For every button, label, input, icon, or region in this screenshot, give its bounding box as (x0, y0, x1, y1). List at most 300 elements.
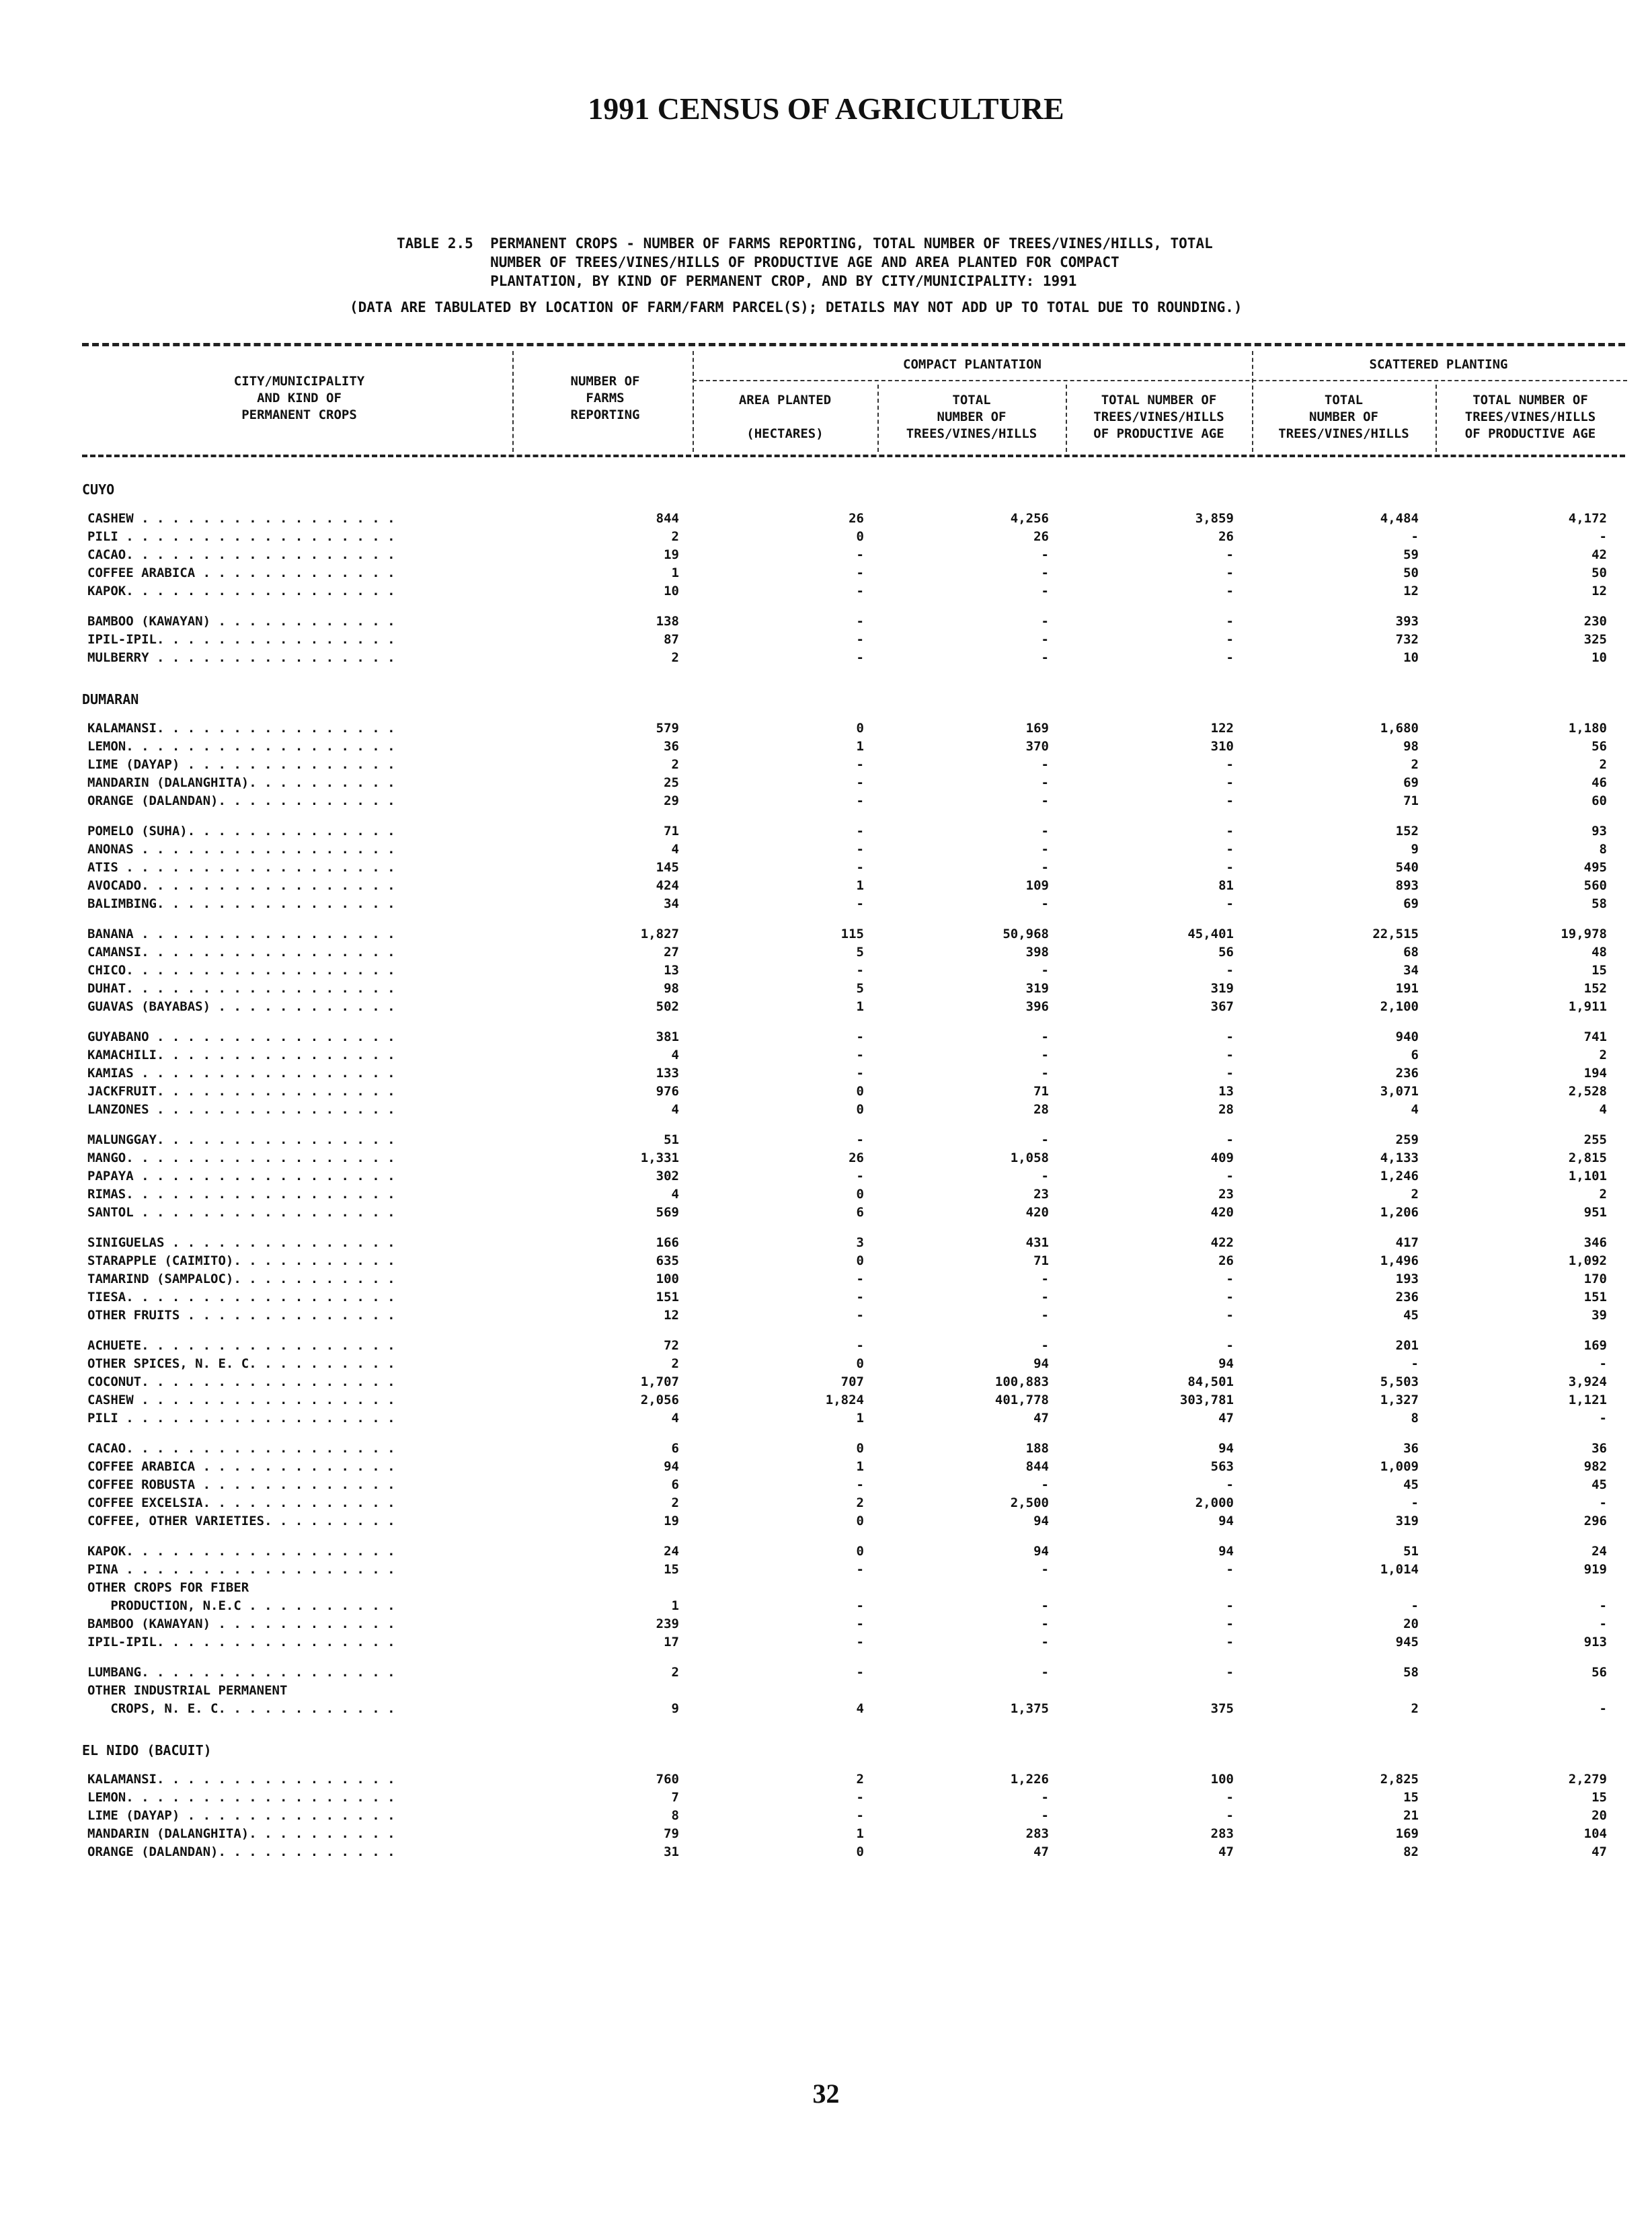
section-heading (0, 1731, 1652, 1772)
value-cell: 1,226 (1010, 1772, 1049, 1787)
value-cell: - (1041, 757, 1049, 772)
value-cell: 0 (856, 1084, 864, 1099)
value-cell: - (1041, 1338, 1049, 1353)
crop-label: PINA . . . . . . . . . . . . . . . . . . (87, 1562, 395, 1577)
value-cell: - (1041, 632, 1049, 647)
crop-label: KAPOK. . . . . . . . . . . . . . . . . . (87, 1544, 395, 1559)
table-row (0, 1844, 1652, 1863)
value-cell: 1,121 (1568, 1393, 1607, 1407)
value-cell: 401,778 (994, 1393, 1049, 1407)
value-cell: 424 (656, 878, 679, 893)
crop-label: COFFEE EXCELSIA. . . . . . . . . . . . . (87, 1495, 395, 1510)
crop-label: CACAO. . . . . . . . . . . . . . . . . . (87, 1441, 395, 1456)
value-cell: 1 (856, 739, 864, 754)
section-heading (0, 680, 1652, 721)
value-cell: 1,680 (1380, 721, 1419, 736)
value-cell: 560 (1583, 878, 1607, 893)
table-row (0, 927, 1652, 945)
value-cell: - (1226, 793, 1234, 808)
value-cell: 56 (1591, 739, 1607, 754)
crop-label: COFFEE ROBUSTA . . . . . . . . . . . . . (87, 1477, 395, 1492)
crop-label: IPIL-IPIL. . . . . . . . . . . . . . . . (87, 1635, 395, 1649)
value-cell: - (856, 1562, 864, 1577)
crop-label: RIMAS. . . . . . . . . . . . . . . . . . (87, 1187, 395, 1202)
value-cell: 94 (1218, 1514, 1234, 1528)
value-cell: - (856, 1635, 864, 1649)
value-cell: 6 (856, 1205, 864, 1220)
value-cell: 4,484 (1380, 511, 1419, 526)
value-cell: 236 (1395, 1066, 1419, 1081)
crop-label: MULBERRY . . . . . . . . . . . . . . . . (87, 650, 395, 665)
value-cell: 4 (1599, 1102, 1607, 1117)
table-row (0, 1048, 1652, 1066)
caption-line: PLANTATION, BY KIND OF PERMANENT CROP, AND BY CITY/MUNICIPALITY: 1991 (397, 273, 1077, 289)
value-cell: 940 (1395, 1029, 1419, 1044)
value-cell: - (1041, 1665, 1049, 1680)
value-cell: - (1411, 529, 1419, 544)
crop-label: BANANA . . . . . . . . . . . . . . . . . (87, 927, 395, 941)
value-cell: - (1041, 1132, 1049, 1147)
value-cell: 94 (1218, 1441, 1234, 1456)
value-cell: 59 (1403, 547, 1419, 562)
crop-label: ORANGE (DALANDAN). . . . . . . . . . . . (87, 793, 395, 808)
value-cell: 36 (1591, 1441, 1607, 1456)
crop-label: MANDARIN (DALANGHITA). . . . . . . . . . (87, 1826, 395, 1841)
value-cell: 15 (1591, 1790, 1607, 1805)
table-row (0, 1187, 1652, 1205)
value-cell: 0 (856, 1544, 864, 1559)
value-cell: - (1041, 896, 1049, 911)
value-cell: - (1041, 1308, 1049, 1323)
crop-label: MANGO. . . . . . . . . . . . . . . . . . (87, 1151, 395, 1165)
value-cell: - (1226, 775, 1234, 790)
table-caption (397, 234, 1213, 290)
compact-plantation-header: COMPACT PLANTATION (903, 357, 1041, 372)
crop-label: POMELO (SUHA). . . . . . . . . . . . . . (87, 824, 395, 839)
crop-label: KAMACHILI. . . . . . . . . . . . . . . . (87, 1048, 395, 1062)
value-cell: 319 (1210, 981, 1234, 996)
value-cell: 431 (1025, 1235, 1049, 1250)
value-cell: 2 (1599, 1187, 1607, 1202)
value-cell: 1,331 (640, 1151, 679, 1165)
value-cell: 138 (656, 614, 679, 629)
value-cell: 893 (1395, 878, 1419, 893)
value-cell: 26 (849, 511, 864, 526)
table-row (0, 1102, 1652, 1120)
value-cell: 151 (1583, 1290, 1607, 1305)
value-cell: - (856, 1308, 864, 1323)
value-cell: 1,246 (1380, 1169, 1419, 1183)
value-cell: 42 (1591, 547, 1607, 562)
value-cell: 1,327 (1380, 1393, 1419, 1407)
value-cell: - (1226, 547, 1234, 562)
value-cell: 12 (1591, 584, 1607, 598)
value-cell: 68 (1403, 945, 1419, 960)
value-cell: 2 (671, 757, 679, 772)
value-cell: - (1041, 1598, 1049, 1613)
table-row (0, 739, 1652, 757)
value-cell: 45,401 (1187, 927, 1234, 941)
value-cell: 1,009 (1380, 1459, 1419, 1474)
value-cell: - (1041, 1635, 1049, 1649)
table-row (0, 1701, 1652, 1719)
value-cell: - (856, 1066, 864, 1081)
value-cell: 732 (1395, 632, 1419, 647)
table-row (0, 860, 1652, 878)
value-cell: 2 (671, 1356, 679, 1371)
crop-label: PILI . . . . . . . . . . . . . . . . . . (87, 1411, 395, 1426)
value-cell: 4 (1411, 1102, 1419, 1117)
value-cell: 27 (664, 945, 679, 960)
value-cell: - (1226, 860, 1234, 875)
stub-header: CITY/MUNICIPALITY AND KIND OF PERMANENT CROPS (233, 374, 365, 422)
value-cell: 71 (1033, 1084, 1049, 1099)
value-cell: - (856, 584, 864, 598)
value-cell: - (1041, 1169, 1049, 1183)
value-cell: 2,825 (1380, 1772, 1419, 1787)
value-cell: 502 (656, 999, 679, 1014)
value-cell: 71 (1403, 793, 1419, 808)
value-cell: 283 (1025, 1826, 1049, 1841)
value-cell: 913 (1583, 1635, 1607, 1649)
value-cell: 188 (1025, 1441, 1049, 1456)
table-row (0, 1411, 1652, 1429)
value-cell: - (1411, 1598, 1419, 1613)
value-cell: 2 (856, 1772, 864, 1787)
value-cell: 39 (1591, 1308, 1607, 1323)
value-cell: - (856, 842, 864, 857)
value-cell: - (1226, 1808, 1234, 1823)
value-cell: 12 (1403, 584, 1419, 598)
value-cell: 370 (1025, 739, 1049, 754)
value-cell: - (1599, 1701, 1607, 1716)
table-row (0, 1477, 1652, 1495)
value-cell: - (1226, 1169, 1234, 1183)
value-cell: 45 (1403, 1477, 1419, 1492)
value-cell: 166 (656, 1235, 679, 1250)
value-cell: 7 (671, 1790, 679, 1805)
table-row (0, 632, 1652, 650)
page-title: 1991 CENSUS OF AGRICULTURE (588, 91, 1064, 126)
value-cell: - (856, 1272, 864, 1286)
crop-label: MALUNGGAY. . . . . . . . . . . . . . . . (87, 1132, 395, 1147)
value-cell: 0 (856, 1356, 864, 1371)
value-cell: 420 (1210, 1205, 1234, 1220)
value-cell: 381 (656, 1029, 679, 1044)
value-cell: 707 (840, 1374, 864, 1389)
value-cell: - (1226, 757, 1234, 772)
value-cell: - (856, 896, 864, 911)
value-cell: 283 (1210, 1826, 1234, 1841)
table-row (0, 1683, 1652, 1701)
table-row (0, 1205, 1652, 1223)
value-cell: 56 (1591, 1665, 1607, 1680)
value-cell: 259 (1395, 1132, 1419, 1147)
crop-label: KAMIAS . . . . . . . . . . . . . . . . . (87, 1066, 395, 1081)
table-row (0, 1169, 1652, 1187)
table-row (0, 1338, 1652, 1356)
value-cell: 47 (1591, 1844, 1607, 1859)
value-cell: 1,707 (640, 1374, 679, 1389)
value-cell: - (1041, 650, 1049, 665)
value-cell: 29 (664, 793, 679, 808)
value-cell: - (1226, 584, 1234, 598)
value-cell: 100,883 (994, 1374, 1049, 1389)
value-cell: 5 (856, 981, 864, 996)
value-cell: 346 (1583, 1235, 1607, 1250)
value-cell: - (856, 1338, 864, 1353)
value-cell: - (1041, 860, 1049, 875)
value-cell: 563 (1210, 1459, 1234, 1474)
table-row (0, 1635, 1652, 1653)
value-cell: - (1599, 1617, 1607, 1631)
value-cell: 2 (671, 1495, 679, 1510)
value-cell: - (1041, 1562, 1049, 1577)
value-cell: 325 (1583, 632, 1607, 647)
value-cell: 152 (1395, 824, 1419, 839)
table-row (0, 1495, 1652, 1514)
table-row (0, 1084, 1652, 1102)
crop-label: CHICO. . . . . . . . . . . . . . . . . . (87, 963, 395, 978)
value-cell: - (856, 1290, 864, 1305)
value-cell: 4 (671, 1187, 679, 1202)
value-cell: 19 (664, 1514, 679, 1528)
value-cell: 4 (671, 1411, 679, 1426)
value-cell: 109 (1025, 878, 1049, 893)
value-cell: - (1041, 1477, 1049, 1492)
value-cell: - (1226, 896, 1234, 911)
value-cell: 0 (856, 721, 864, 736)
value-cell: - (856, 632, 864, 647)
value-cell: 21 (1403, 1808, 1419, 1823)
value-cell: 3 (856, 1235, 864, 1250)
value-cell: 375 (1210, 1701, 1234, 1716)
value-cell: 1,911 (1568, 999, 1607, 1014)
value-cell: - (1041, 547, 1049, 562)
total-trees-header: TOTAL NUMBER OF TREES/VINES/HILLS (906, 393, 1037, 441)
value-cell: - (1226, 1308, 1234, 1323)
crop-label: BAMBOO (KAWAYAN) . . . . . . . . . . . . (87, 614, 395, 629)
value-cell: 34 (1403, 963, 1419, 978)
value-cell: - (856, 1617, 864, 1631)
table-row (0, 896, 1652, 914)
value-cell: - (1226, 1477, 1234, 1492)
value-cell: 2 (1411, 1187, 1419, 1202)
crop-label: PILI . . . . . . . . . . . . . . . . . . (87, 529, 395, 544)
value-cell: - (1226, 842, 1234, 857)
crop-label: ACHUETE. . . . . . . . . . . . . . . . . (87, 1338, 395, 1353)
value-cell: - (1226, 1338, 1234, 1353)
value-cell: 122 (1210, 721, 1234, 736)
value-cell: - (1599, 1411, 1607, 1426)
crop-label: TAMARIND (SAMPALOC). . . . . . . . . . . (87, 1272, 395, 1286)
value-cell: 84,501 (1187, 1374, 1234, 1389)
crop-label: IPIL-IPIL. . . . . . . . . . . . . . . . (87, 632, 395, 647)
value-cell: 48 (1591, 945, 1607, 960)
crop-label: SANTOL . . . . . . . . . . . . . . . . . (87, 1205, 395, 1220)
value-cell: - (1041, 1808, 1049, 1823)
table-row (0, 963, 1652, 981)
table-row (0, 1132, 1652, 1151)
value-cell: 393 (1395, 614, 1419, 629)
table-row (0, 1790, 1652, 1808)
table-row (0, 878, 1652, 896)
crop-label: KALAMANSI. . . . . . . . . . . . . . . . (87, 721, 395, 736)
crop-label: LUMBANG. . . . . . . . . . . . . . . . . (87, 1665, 395, 1680)
value-cell: 919 (1583, 1562, 1607, 1577)
value-cell: 115 (840, 927, 864, 941)
value-cell: 151 (656, 1290, 679, 1305)
value-cell: 12 (664, 1308, 679, 1323)
value-cell: - (1226, 1790, 1234, 1805)
table-row (0, 1272, 1652, 1290)
table-row (0, 1459, 1652, 1477)
table-row (0, 721, 1652, 739)
value-cell: 4 (856, 1701, 864, 1716)
crop-label: LIME (DAYAP) . . . . . . . . . . . . . . (87, 1808, 395, 1823)
value-cell: 579 (656, 721, 679, 736)
value-cell: - (1599, 1495, 1607, 1510)
table-row (0, 775, 1652, 793)
table-row (0, 1393, 1652, 1411)
table-row (0, 1066, 1652, 1084)
table-row (0, 757, 1652, 775)
table-row (0, 1665, 1652, 1683)
value-cell: 2 (1599, 1048, 1607, 1062)
value-cell: 82 (1403, 1844, 1419, 1859)
value-cell: 1,180 (1568, 721, 1607, 736)
value-cell: 2 (1411, 1701, 1419, 1716)
value-cell: - (856, 1790, 864, 1805)
value-cell: - (1226, 1066, 1234, 1081)
table-row (0, 1580, 1652, 1598)
value-cell: 9 (671, 1701, 679, 1716)
crop-label: BALIMBING. . . . . . . . . . . . . . . . (87, 896, 395, 911)
value-cell: 4,133 (1380, 1151, 1419, 1165)
value-cell: 50 (1591, 566, 1607, 580)
value-cell: - (856, 1048, 864, 1062)
value-cell: - (1041, 584, 1049, 598)
value-cell: 26 (849, 1151, 864, 1165)
value-cell: - (1411, 1495, 1419, 1510)
table-body (0, 471, 1652, 1875)
scattered-total-header: TOTAL NUMBER OF TREES/VINES/HILLS (1278, 393, 1409, 441)
value-cell: - (1041, 566, 1049, 580)
value-cell: 47 (1218, 1411, 1234, 1426)
value-cell: 169 (1583, 1338, 1607, 1353)
section-heading (0, 471, 1652, 511)
value-cell: 2,056 (640, 1393, 679, 1407)
value-cell: 94 (1218, 1356, 1234, 1371)
value-cell: 45 (1403, 1308, 1419, 1323)
value-cell: 0 (856, 1253, 864, 1268)
crop-label: COFFEE ARABICA . . . . . . . . . . . . . (87, 566, 395, 580)
value-cell: 4,256 (1010, 511, 1049, 526)
value-cell: 302 (656, 1169, 679, 1183)
value-cell: 25 (664, 775, 679, 790)
value-cell: 1 (671, 1598, 679, 1613)
table-row (0, 1808, 1652, 1826)
value-cell: 3,071 (1380, 1084, 1419, 1099)
farms-header: NUMBER OF FARMS REPORTING (570, 374, 640, 422)
value-cell: 4 (671, 842, 679, 857)
table-row (0, 1514, 1652, 1532)
value-cell: 1,101 (1568, 1169, 1607, 1183)
value-cell: 10 (664, 584, 679, 598)
value-cell: - (1041, 842, 1049, 857)
value-cell: 71 (1033, 1253, 1049, 1268)
value-cell: 1,496 (1380, 1253, 1419, 1268)
value-cell: 23 (1033, 1187, 1049, 1202)
value-cell: 133 (656, 1066, 679, 1081)
value-cell: 87 (664, 632, 679, 647)
value-cell: 540 (1395, 860, 1419, 875)
table-row (0, 1544, 1652, 1562)
value-cell: 26 (1218, 529, 1234, 544)
value-cell: 2,000 (1195, 1495, 1234, 1510)
value-cell: - (1226, 1665, 1234, 1680)
value-cell: 844 (656, 511, 679, 526)
value-cell: 569 (656, 1205, 679, 1220)
value-cell: 0 (856, 1514, 864, 1528)
value-cell: - (1226, 1132, 1234, 1147)
crop-label: OTHER FRUITS . . . . . . . . . . . . . . (87, 1308, 395, 1323)
value-cell: - (1041, 963, 1049, 978)
table-row (0, 1308, 1652, 1326)
group-spacer (0, 1429, 1652, 1441)
value-cell: 844 (1025, 1459, 1049, 1474)
value-cell: 169 (1025, 721, 1049, 736)
value-cell: 1,014 (1380, 1562, 1419, 1577)
crop-label: JACKFRUIT. . . . . . . . . . . . . . . . (87, 1084, 395, 1099)
value-cell: 20 (1403, 1617, 1419, 1631)
group-spacer (0, 1326, 1652, 1338)
table-row (0, 1598, 1652, 1617)
value-cell: 6 (671, 1441, 679, 1456)
group-spacer (0, 812, 1652, 824)
value-cell: 1,058 (1010, 1151, 1049, 1165)
crop-label: AVOCADO. . . . . . . . . . . . . . . . . (87, 878, 395, 893)
value-cell: - (856, 793, 864, 808)
table-row (0, 1617, 1652, 1635)
value-cell: 1,827 (640, 927, 679, 941)
value-cell: - (1041, 1617, 1049, 1631)
group-spacer (0, 1863, 1652, 1875)
column-divider (512, 351, 514, 452)
value-cell: 422 (1210, 1235, 1234, 1250)
crop-label: LEMON. . . . . . . . . . . . . . . . . . (87, 739, 395, 754)
value-cell: - (1041, 1790, 1049, 1805)
value-cell: - (1041, 824, 1049, 839)
value-cell: 51 (1403, 1544, 1419, 1559)
page-number: 32 (812, 2078, 840, 2109)
value-cell: 4,172 (1568, 511, 1607, 526)
value-cell: - (856, 775, 864, 790)
group-spacer (0, 1223, 1652, 1235)
value-cell: - (856, 963, 864, 978)
value-cell: - (1226, 1029, 1234, 1044)
table-row (0, 566, 1652, 584)
table-row (0, 529, 1652, 547)
value-cell: 2 (1411, 757, 1419, 772)
scattered-productive-header: TOTAL NUMBER OF TREES/VINES/HILLS OF PRODUCTIVE AGE (1464, 393, 1596, 441)
value-cell: 6 (1411, 1048, 1419, 1062)
value-cell: - (1041, 775, 1049, 790)
value-cell: 2,528 (1568, 1084, 1607, 1099)
value-cell: 17 (664, 1635, 679, 1649)
value-cell: 19,978 (1561, 927, 1607, 941)
value-cell: 2,279 (1568, 1772, 1607, 1787)
